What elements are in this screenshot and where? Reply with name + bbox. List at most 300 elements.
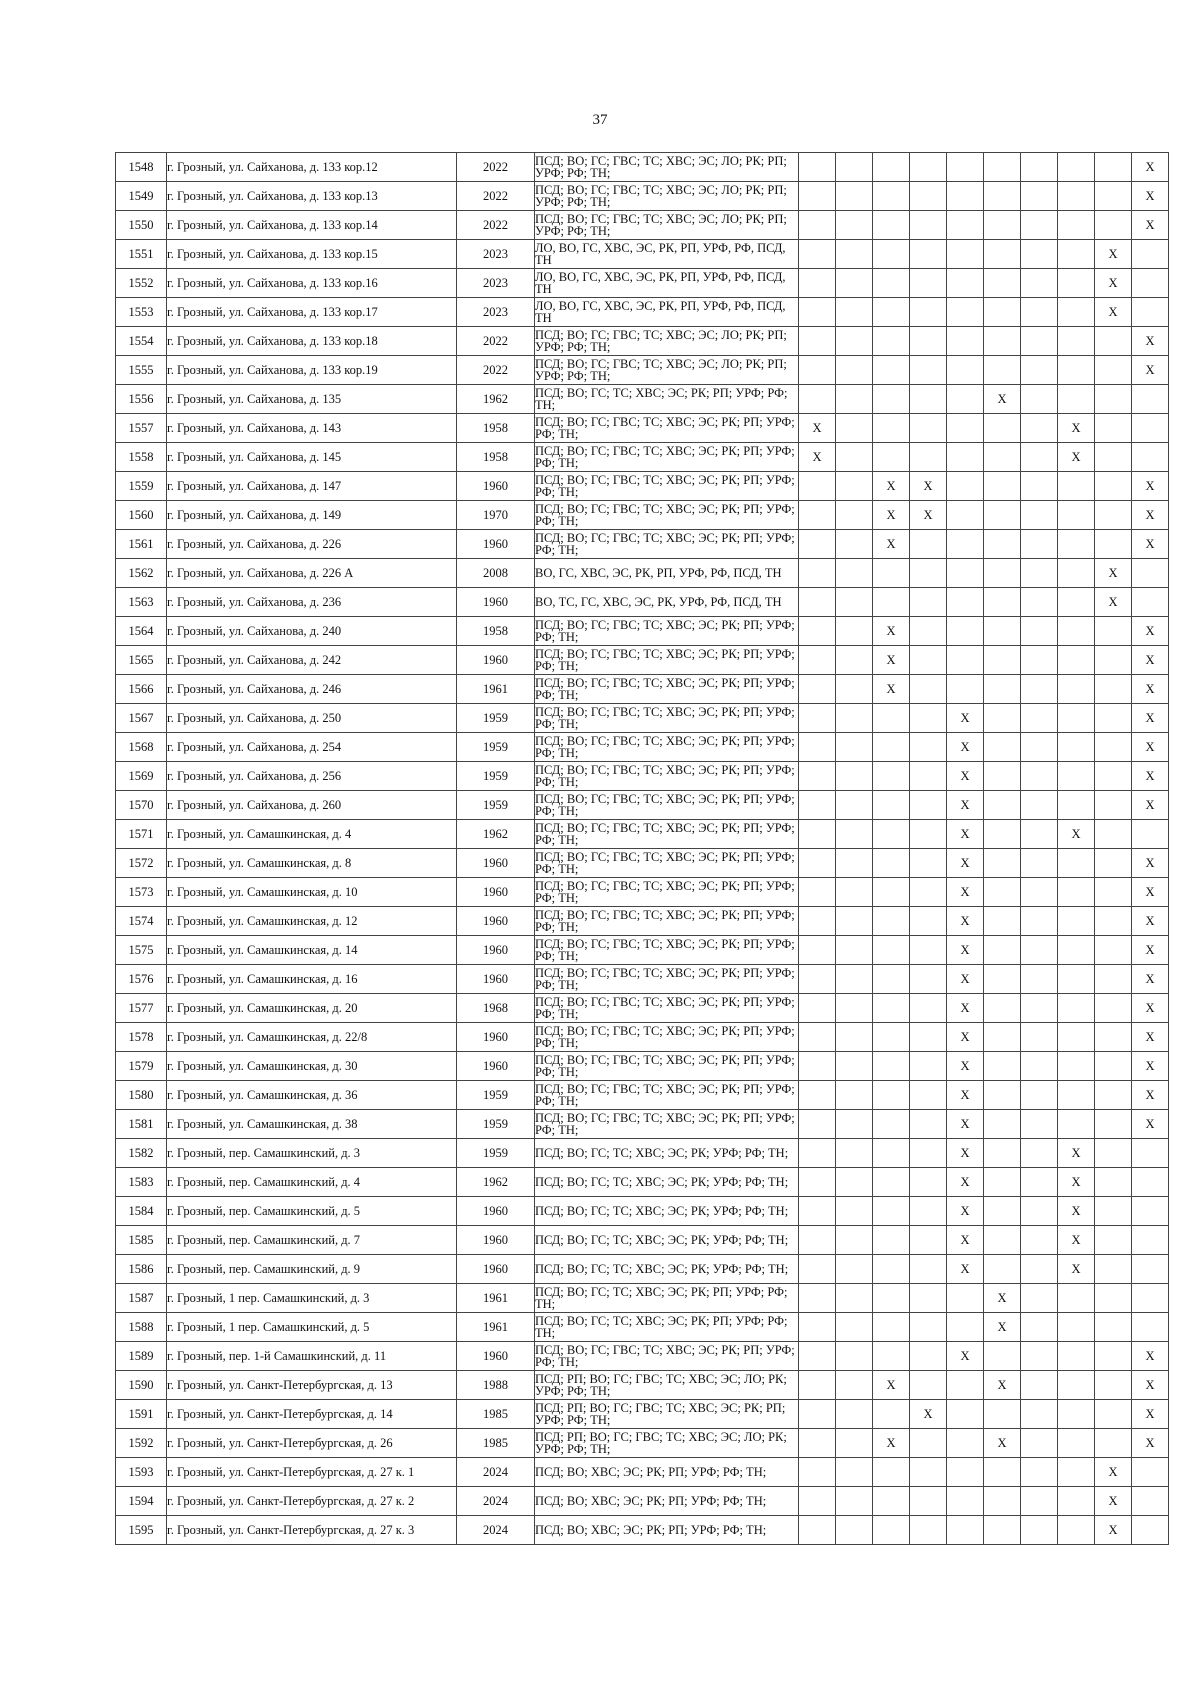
- address-cell: г. Грозный, ул. Самашкинская, д. 8: [167, 849, 457, 878]
- mark-cell: [1095, 936, 1132, 965]
- mark-cell: [1021, 704, 1058, 733]
- mark-cell: [910, 327, 947, 356]
- mark-cell: [984, 530, 1021, 559]
- mark-cell: [984, 762, 1021, 791]
- mark-cell: [799, 1052, 836, 1081]
- mark-cell: X: [1132, 762, 1169, 791]
- mark-cell: [873, 1197, 910, 1226]
- row-number-cell: 1576: [116, 965, 167, 994]
- mark-cell: [1095, 385, 1132, 414]
- works-cell: [535, 791, 799, 820]
- address-cell: г. Грозный, ул. Самашкинская, д. 14: [167, 936, 457, 965]
- mark-cell: [799, 530, 836, 559]
- mark-cell: [1095, 1255, 1132, 1284]
- table-row: [116, 559, 1169, 588]
- row-number-cell: 1565: [116, 646, 167, 675]
- works-cell: [535, 356, 799, 385]
- mark-cell: [1021, 1197, 1058, 1226]
- mark-cell: [1095, 443, 1132, 472]
- works-text: ПСД; ВО; ГС; ТС; ХВС; ЭС; РК; УРФ; РФ; ТН;: [535, 1203, 789, 1218]
- mark-cell: X: [947, 1110, 984, 1139]
- works-text: ПСД; ВО; ГС; ГВС; ТС; ХВС; ЭС; РК; РП; УРФ; РФ; ТН;: [535, 907, 795, 934]
- mark-cell: [1095, 1110, 1132, 1139]
- row-number-cell: 1552: [116, 269, 167, 298]
- mark-cell: [910, 1313, 947, 1342]
- works-text: ПСД; ВО; ГС; ТС; ХВС; ЭС; РК; РП; УРФ; РФ; ТН;: [535, 1313, 788, 1340]
- mark-cell: [1021, 675, 1058, 704]
- mark-cell: [836, 443, 873, 472]
- mark-cell: [1021, 1400, 1058, 1429]
- works-cell: [535, 1458, 799, 1487]
- address-cell: г. Грозный, ул. Санкт-Петербургская, д. 26: [167, 1429, 457, 1458]
- row-number-cell: 1553: [116, 298, 167, 327]
- mark-cell: [984, 878, 1021, 907]
- mark-cell: [984, 1168, 1021, 1197]
- mark-cell: [799, 211, 836, 240]
- mark-cell: [836, 1110, 873, 1139]
- mark-cell: [836, 994, 873, 1023]
- table-row: [116, 211, 1169, 240]
- mark-cell: [799, 298, 836, 327]
- year-cell: 2022: [457, 153, 535, 182]
- mark-cell: [1095, 1081, 1132, 1110]
- mark-cell: X: [1132, 530, 1169, 559]
- mark-cell: [910, 1371, 947, 1400]
- mark-cell: [836, 1052, 873, 1081]
- works-text: ПСД; ВО; ГС; ГВС; ТС; ХВС; ЭС; РК; РП; УРФ; РФ; ТН;: [535, 414, 795, 441]
- mark-cell: X: [947, 1168, 984, 1197]
- table-row: [116, 965, 1169, 994]
- mark-cell: [910, 907, 947, 936]
- row-number-cell: 1554: [116, 327, 167, 356]
- mark-cell: [799, 472, 836, 501]
- mark-cell: [910, 994, 947, 1023]
- mark-cell: [1021, 878, 1058, 907]
- mark-cell: X: [1132, 936, 1169, 965]
- mark-cell: X: [947, 1139, 984, 1168]
- table-row: [116, 878, 1169, 907]
- address-cell: г. Грозный, 1 пер. Самашкинский, д. 5: [167, 1313, 457, 1342]
- mark-cell: [1058, 1313, 1095, 1342]
- mark-cell: [947, 588, 984, 617]
- mark-cell: [1021, 1313, 1058, 1342]
- mark-cell: [1095, 1168, 1132, 1197]
- address-cell: г. Грозный, ул. Самашкинская, д. 36: [167, 1081, 457, 1110]
- mark-cell: [947, 1516, 984, 1545]
- address-cell: г. Грозный, ул. Самашкинская, д. 12: [167, 907, 457, 936]
- table-row: [116, 153, 1169, 182]
- row-number-cell: 1550: [116, 211, 167, 240]
- works-cell: [535, 1255, 799, 1284]
- table-row: [116, 443, 1169, 472]
- mark-cell: X: [984, 385, 1021, 414]
- table-row: [116, 1487, 1169, 1516]
- mark-cell: [984, 1081, 1021, 1110]
- address-cell: г. Грозный, ул. Сайханова, д. 133 кор.12: [167, 153, 457, 182]
- table-row: [116, 182, 1169, 211]
- mark-cell: [910, 414, 947, 443]
- mark-cell: [836, 1487, 873, 1516]
- row-number-cell: 1585: [116, 1226, 167, 1255]
- mark-cell: [1021, 907, 1058, 936]
- mark-cell: [836, 1168, 873, 1197]
- mark-cell: [799, 1197, 836, 1226]
- table-row: [116, 820, 1169, 849]
- mark-cell: X: [1132, 1342, 1169, 1371]
- mark-cell: [836, 153, 873, 182]
- row-number-cell: 1574: [116, 907, 167, 936]
- mark-cell: [799, 385, 836, 414]
- mark-cell: X: [1132, 1081, 1169, 1110]
- table-row: [116, 907, 1169, 936]
- mark-cell: [984, 1110, 1021, 1139]
- works-cell: [535, 936, 799, 965]
- address-cell: г. Грозный, ул. Сайханова, д. 133 кор.17: [167, 298, 457, 327]
- row-number-cell: 1575: [116, 936, 167, 965]
- address-cell: г. Грозный, ул. Сайханова, д. 133 кор.15: [167, 240, 457, 269]
- mark-cell: [910, 1168, 947, 1197]
- mark-cell: X: [873, 472, 910, 501]
- works-cell: [535, 327, 799, 356]
- mark-cell: [799, 617, 836, 646]
- row-number-cell: 1570: [116, 791, 167, 820]
- year-cell: 1960: [457, 936, 535, 965]
- mark-cell: [1021, 1226, 1058, 1255]
- works-text: ПСД; ВО; ГС; ГВС; ТС; ХВС; ЭС; ЛО; РК; РП; УРФ; РФ; ТН;: [535, 182, 787, 209]
- mark-cell: [1058, 1458, 1095, 1487]
- mark-cell: [873, 1168, 910, 1197]
- mark-cell: [1021, 1110, 1058, 1139]
- mark-cell: [1132, 414, 1169, 443]
- row-number-cell: 1586: [116, 1255, 167, 1284]
- table-row: [116, 1110, 1169, 1139]
- mark-cell: [873, 965, 910, 994]
- address-cell: г. Грозный, ул. Санкт-Петербургская, д. 14: [167, 1400, 457, 1429]
- mark-cell: [1021, 559, 1058, 588]
- mark-cell: [947, 414, 984, 443]
- works-cell: [535, 704, 799, 733]
- mark-cell: [984, 907, 1021, 936]
- table-row: [116, 646, 1169, 675]
- works-cell: [535, 501, 799, 530]
- mark-cell: [1132, 1487, 1169, 1516]
- works-cell: [535, 1516, 799, 1545]
- mark-cell: X: [1132, 878, 1169, 907]
- year-cell: 1960: [457, 530, 535, 559]
- works-text: ПСД; ВО; ГС; ГВС; ТС; ХВС; ЭС; РК; РП; УРФ; РФ; ТН;: [535, 472, 795, 499]
- works-cell: [535, 762, 799, 791]
- table-row: [116, 327, 1169, 356]
- year-cell: 1985: [457, 1429, 535, 1458]
- mark-cell: [984, 211, 1021, 240]
- mark-cell: [947, 356, 984, 385]
- mark-cell: [873, 1023, 910, 1052]
- table-row: [116, 1429, 1169, 1458]
- mark-cell: [836, 356, 873, 385]
- mark-cell: [947, 327, 984, 356]
- mark-cell: [836, 1081, 873, 1110]
- mark-cell: [1095, 501, 1132, 530]
- table-row: [116, 675, 1169, 704]
- mark-cell: [984, 733, 1021, 762]
- mark-cell: [873, 559, 910, 588]
- mark-cell: [873, 1342, 910, 1371]
- address-cell: г. Грозный, ул. Сайханова, д. 236: [167, 588, 457, 617]
- mark-cell: [799, 1023, 836, 1052]
- mark-cell: [1095, 675, 1132, 704]
- mark-cell: [1095, 1342, 1132, 1371]
- year-cell: 1960: [457, 1052, 535, 1081]
- mark-cell: X: [947, 907, 984, 936]
- mark-cell: [1058, 994, 1095, 1023]
- mark-cell: [1021, 385, 1058, 414]
- table-row: [116, 240, 1169, 269]
- works-text: ПСД; РП; ВО; ГС; ГВС; ТС; ХВС; ЭС; ЛО; РК; УРФ; РФ; ТН;: [535, 1429, 787, 1456]
- table-row: [116, 936, 1169, 965]
- mark-cell: [984, 501, 1021, 530]
- mark-cell: X: [1132, 327, 1169, 356]
- mark-cell: X: [947, 791, 984, 820]
- mark-cell: [984, 1516, 1021, 1545]
- address-cell: г. Грозный, ул. Сайханова, д. 256: [167, 762, 457, 791]
- address-cell: г. Грозный, ул. Сайханова, д. 133 кор.19: [167, 356, 457, 385]
- year-cell: 1960: [457, 878, 535, 907]
- mark-cell: [836, 269, 873, 298]
- works-text: ПСД; ВО; ГС; ТС; ХВС; ЭС; РК; УРФ; РФ; ТН;: [535, 1261, 789, 1276]
- mark-cell: X: [947, 1052, 984, 1081]
- mark-cell: [910, 704, 947, 733]
- mark-cell: [1058, 327, 1095, 356]
- mark-cell: [1021, 1052, 1058, 1081]
- table-row: [116, 791, 1169, 820]
- mark-cell: X: [799, 443, 836, 472]
- mark-cell: [984, 356, 1021, 385]
- year-cell: 2024: [457, 1516, 535, 1545]
- works-text: ПСД; ВО; ГС; ГВС; ТС; ХВС; ЭС; РК; РП; УРФ; РФ; ТН;: [535, 1110, 795, 1137]
- mark-cell: X: [947, 878, 984, 907]
- mark-cell: [836, 559, 873, 588]
- mark-cell: [873, 182, 910, 211]
- table-row: [116, 1081, 1169, 1110]
- mark-cell: [1021, 820, 1058, 849]
- mark-cell: [873, 356, 910, 385]
- address-cell: г. Грозный, ул. Сайханова, д. 133 кор.13: [167, 182, 457, 211]
- mark-cell: [1095, 1400, 1132, 1429]
- mark-cell: [1095, 762, 1132, 791]
- mark-cell: [984, 588, 1021, 617]
- mark-cell: X: [1058, 1226, 1095, 1255]
- mark-cell: [910, 936, 947, 965]
- mark-cell: [836, 1313, 873, 1342]
- works-cell: [535, 472, 799, 501]
- works-cell: [535, 1371, 799, 1400]
- mark-cell: [873, 1313, 910, 1342]
- mark-cell: [1095, 1139, 1132, 1168]
- mark-cell: [947, 385, 984, 414]
- mark-cell: [1095, 1284, 1132, 1313]
- mark-cell: [1095, 733, 1132, 762]
- mark-cell: X: [947, 1255, 984, 1284]
- row-number-cell: 1558: [116, 443, 167, 472]
- mark-cell: [984, 704, 1021, 733]
- year-cell: 1960: [457, 849, 535, 878]
- mark-cell: [1095, 356, 1132, 385]
- address-cell: г. Грозный, ул. Сайханова, д. 240: [167, 617, 457, 646]
- mark-cell: [1058, 1052, 1095, 1081]
- mark-cell: [1058, 501, 1095, 530]
- mark-cell: X: [947, 762, 984, 791]
- row-number-cell: 1590: [116, 1371, 167, 1400]
- mark-cell: X: [947, 1023, 984, 1052]
- mark-cell: [1058, 182, 1095, 211]
- table-row: [116, 1023, 1169, 1052]
- works-cell: [535, 1342, 799, 1371]
- mark-cell: X: [1132, 849, 1169, 878]
- mark-cell: [984, 994, 1021, 1023]
- mark-cell: [1058, 1023, 1095, 1052]
- works-text: ПСД; ВО; ГС; ГВС; ТС; ХВС; ЭС; РК; РП; УРФ; РФ; ТН;: [535, 994, 795, 1021]
- mark-cell: X: [1132, 356, 1169, 385]
- mark-cell: [873, 849, 910, 878]
- mark-cell: X: [1132, 907, 1169, 936]
- mark-cell: [947, 530, 984, 559]
- mark-cell: [1021, 1371, 1058, 1400]
- table-row: [116, 1255, 1169, 1284]
- works-cell: [535, 878, 799, 907]
- mark-cell: [1021, 1487, 1058, 1516]
- mark-cell: X: [1095, 559, 1132, 588]
- mark-cell: X: [1132, 1023, 1169, 1052]
- mark-cell: [799, 965, 836, 994]
- mark-cell: [873, 1284, 910, 1313]
- mark-cell: [1058, 1342, 1095, 1371]
- works-cell: [535, 298, 799, 327]
- year-cell: 1959: [457, 791, 535, 820]
- mark-cell: X: [984, 1313, 1021, 1342]
- mark-cell: [1058, 646, 1095, 675]
- mark-cell: [984, 559, 1021, 588]
- table-row: [116, 1052, 1169, 1081]
- mark-cell: [799, 878, 836, 907]
- mark-cell: X: [947, 994, 984, 1023]
- mark-cell: [836, 1429, 873, 1458]
- mark-cell: [947, 443, 984, 472]
- mark-cell: [799, 559, 836, 588]
- table-row: [116, 704, 1169, 733]
- mark-cell: [1058, 588, 1095, 617]
- address-cell: г. Грозный, ул. Сайханова, д. 147: [167, 472, 457, 501]
- mark-cell: [799, 153, 836, 182]
- year-cell: 1961: [457, 675, 535, 704]
- mark-cell: X: [873, 1371, 910, 1400]
- mark-cell: [984, 1255, 1021, 1284]
- mark-cell: [910, 1023, 947, 1052]
- mark-cell: [1132, 1284, 1169, 1313]
- mark-cell: [947, 559, 984, 588]
- works-text: ПСД; ВО; ГС; ГВС; ТС; ХВС; ЭС; ЛО; РК; РП; УРФ; РФ; ТН;: [535, 327, 787, 354]
- works-cell: [535, 733, 799, 762]
- mark-cell: [910, 849, 947, 878]
- mark-cell: X: [873, 530, 910, 559]
- mark-cell: [799, 1168, 836, 1197]
- works-cell: [535, 269, 799, 298]
- row-number-cell: 1561: [116, 530, 167, 559]
- year-cell: 1959: [457, 1110, 535, 1139]
- mark-cell: [1095, 1226, 1132, 1255]
- mark-cell: [836, 327, 873, 356]
- row-number-cell: 1588: [116, 1313, 167, 1342]
- mark-cell: [947, 211, 984, 240]
- row-number-cell: 1559: [116, 472, 167, 501]
- mark-cell: [1132, 588, 1169, 617]
- year-cell: 1985: [457, 1400, 535, 1429]
- works-cell: [535, 1487, 799, 1516]
- table-row: [116, 472, 1169, 501]
- mark-cell: [910, 385, 947, 414]
- mark-cell: [1021, 1255, 1058, 1284]
- row-number-cell: 1555: [116, 356, 167, 385]
- mark-cell: [1058, 298, 1095, 327]
- works-cell: [535, 1081, 799, 1110]
- year-cell: 2023: [457, 269, 535, 298]
- mark-cell: [836, 617, 873, 646]
- year-cell: 2008: [457, 559, 535, 588]
- row-number-cell: 1587: [116, 1284, 167, 1313]
- table-row: [116, 1313, 1169, 1342]
- mark-cell: [1095, 965, 1132, 994]
- works-text: ПСД; РП; ВО; ГС; ГВС; ТС; ХВС; ЭС; ЛО; РК; УРФ; РФ; ТН;: [535, 1371, 787, 1398]
- mark-cell: [984, 1052, 1021, 1081]
- mark-cell: [873, 1255, 910, 1284]
- works-text: ВО, ГС, ХВС, ЭС, РК, РП, УРФ, РФ, ПСД, ТН: [535, 565, 782, 580]
- year-cell: 2024: [457, 1458, 535, 1487]
- mark-cell: [1132, 1168, 1169, 1197]
- mark-cell: [836, 182, 873, 211]
- works-cell: [535, 1313, 799, 1342]
- mark-cell: [910, 675, 947, 704]
- address-cell: г. Грозный, ул. Сайханова, д. 133 кор.18: [167, 327, 457, 356]
- mark-cell: [984, 414, 1021, 443]
- mark-cell: [1021, 1139, 1058, 1168]
- works-text: ПСД; ВО; ХВС; ЭС; РК; РП; УРФ; РФ; ТН;: [535, 1464, 767, 1479]
- address-cell: г. Грозный, пер. Самашкинский, д. 4: [167, 1168, 457, 1197]
- mark-cell: [836, 1197, 873, 1226]
- mark-cell: [1058, 965, 1095, 994]
- mark-cell: X: [873, 1429, 910, 1458]
- mark-cell: X: [1095, 1516, 1132, 1545]
- mark-cell: [1021, 414, 1058, 443]
- mark-cell: X: [873, 646, 910, 675]
- year-cell: 1958: [457, 414, 535, 443]
- mark-cell: [836, 733, 873, 762]
- address-cell: г. Грозный, пер. Самашкинский, д. 7: [167, 1226, 457, 1255]
- mark-cell: X: [984, 1371, 1021, 1400]
- mark-cell: [984, 240, 1021, 269]
- address-cell: г. Грозный, ул. Сайханова, д. 149: [167, 501, 457, 530]
- mark-cell: [1058, 675, 1095, 704]
- mark-cell: X: [1058, 820, 1095, 849]
- address-cell: г. Грозный, пер. 1-й Самашкинский, д. 11: [167, 1342, 457, 1371]
- mark-cell: X: [1132, 211, 1169, 240]
- mark-cell: [873, 588, 910, 617]
- mark-cell: [984, 153, 1021, 182]
- mark-cell: [910, 269, 947, 298]
- mark-cell: [1021, 994, 1058, 1023]
- mark-cell: [799, 733, 836, 762]
- mark-cell: [1058, 356, 1095, 385]
- mark-cell: [836, 646, 873, 675]
- year-cell: 1962: [457, 1168, 535, 1197]
